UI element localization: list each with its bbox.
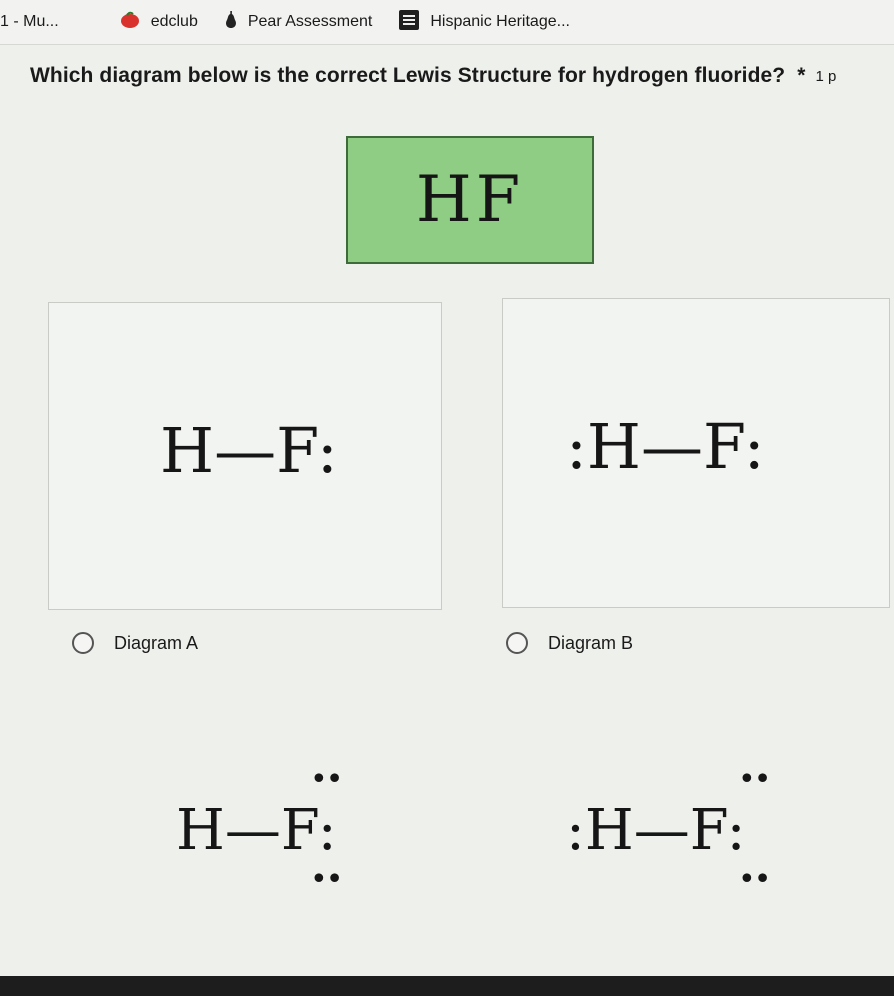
lone-pair-bottom: ••: [310, 862, 342, 897]
diagram-d-structure: :H—F:: [566, 798, 746, 863]
lone-pair-bottom: ••: [738, 862, 770, 897]
option-diagram-a[interactable]: [72, 632, 198, 654]
pear-icon: [224, 11, 238, 34]
diagram-b-structure: :H—F:: [566, 410, 765, 483]
points-label: 1 p: [815, 67, 837, 85]
diagram-c-structure: H—F:: [176, 798, 337, 863]
radio-button[interactable]: [72, 632, 94, 654]
bookmark-label: Hispanic Heritage...: [430, 13, 570, 30]
diagram-a-structure: H—F:: [160, 414, 338, 487]
bookmarks-bar: [0, 0, 894, 44]
required-marker: *: [797, 64, 806, 87]
bookmark-hispanic-heritage[interactable]: [398, 9, 570, 36]
option-label: Diagram B: [548, 632, 634, 653]
question-text: Which diagram below is the correct Lewis Structure for hydrogen fluoride?: [30, 64, 786, 87]
bookmark-mu[interactable]: [0, 13, 59, 31]
question-header: [0, 44, 894, 107]
edclub-icon: [119, 11, 141, 34]
formula-box: [346, 136, 594, 264]
bottom-edge: [0, 976, 894, 996]
bookmark-edclub[interactable]: [119, 11, 198, 34]
bookmark-pear-assessment[interactable]: [224, 11, 373, 34]
option-diagram-b[interactable]: [506, 632, 633, 654]
bookmark-label: Pear Assessment: [247, 13, 373, 30]
lone-pair-top: ••: [310, 762, 342, 797]
bookmark-label: 1 - Mu...: [0, 13, 59, 30]
lone-pair-top: ••: [738, 762, 770, 797]
radio-button[interactable]: [506, 632, 528, 654]
option-label: Diagram A: [114, 632, 199, 653]
formula-text: HF: [415, 163, 525, 237]
doc-icon: [398, 9, 420, 36]
bookmark-label: edclub: [150, 13, 198, 30]
